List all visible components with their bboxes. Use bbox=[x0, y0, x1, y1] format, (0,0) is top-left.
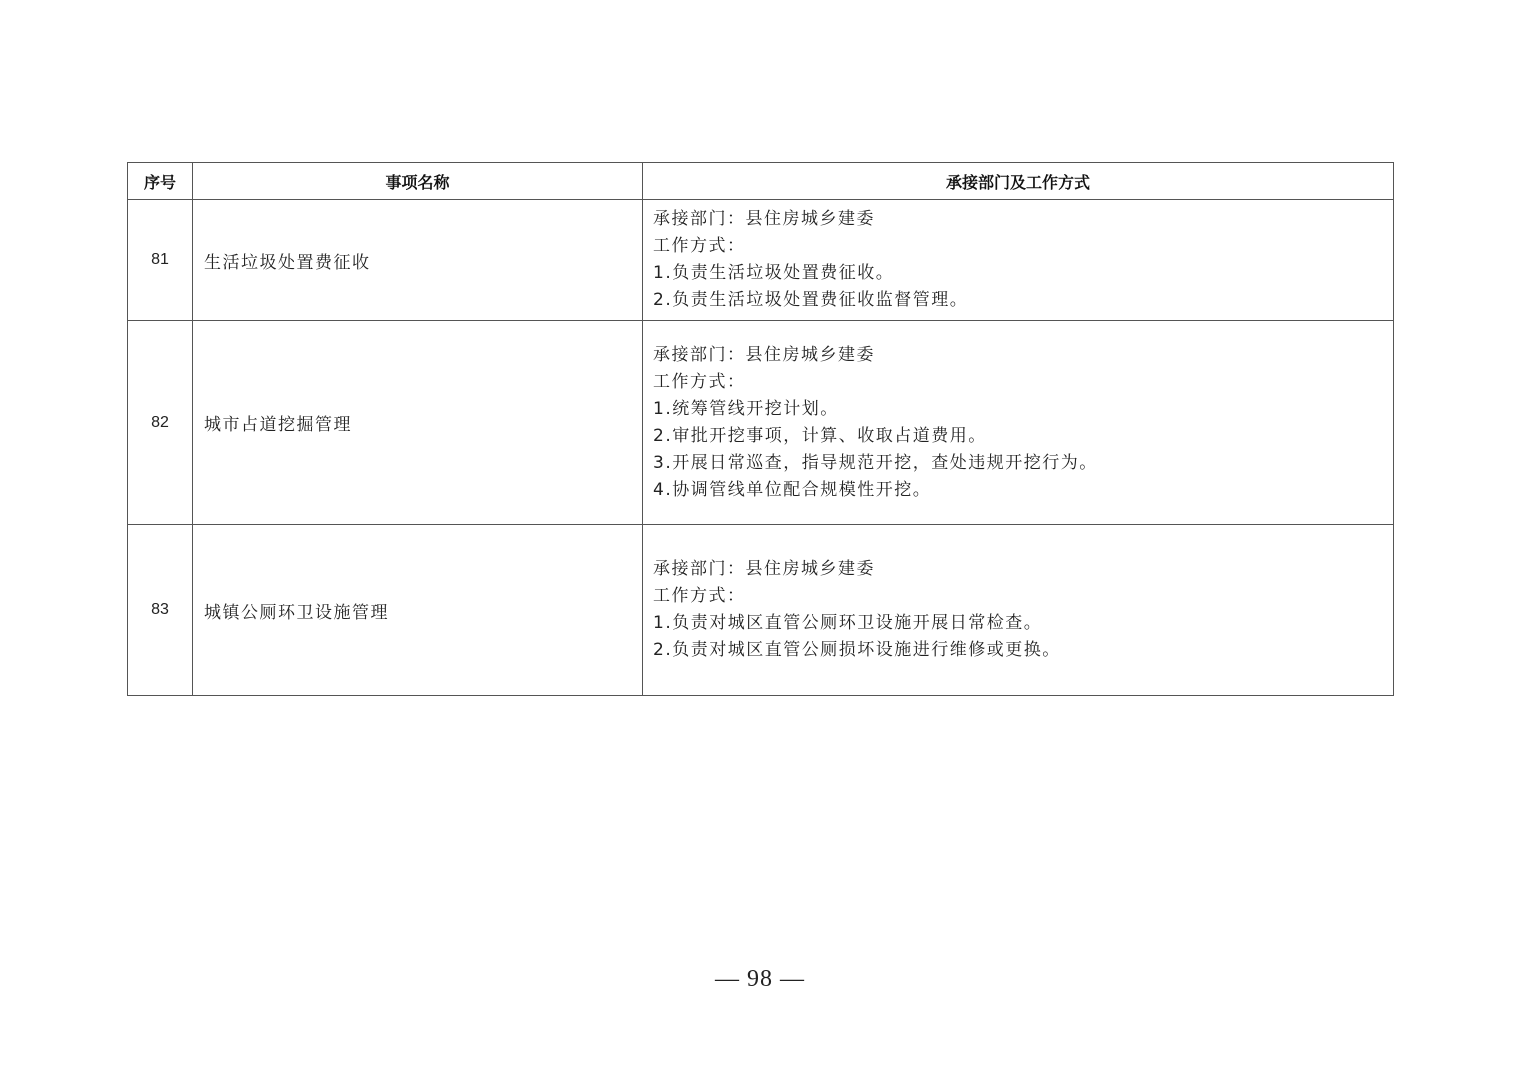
row-item-name: 生活垃圾处置费征收 bbox=[193, 200, 643, 321]
row-dept-cell bbox=[643, 321, 1394, 525]
dept-line: 工作方式： bbox=[653, 371, 746, 392]
items-table bbox=[127, 162, 1394, 696]
header-name: 事项名称 bbox=[193, 163, 643, 200]
dept-line: 承接部门：县住房城乡建委 bbox=[653, 559, 875, 579]
row-dept-cell bbox=[643, 525, 1394, 696]
dept-line: 1.负责对城区直管公厕环卫设施开展日常检查。 bbox=[653, 613, 1043, 633]
dept-line: 工作方式： bbox=[653, 586, 746, 606]
dept-line: 承接部门：县住房城乡建委 bbox=[653, 209, 875, 229]
table-row bbox=[128, 321, 1394, 525]
table-row bbox=[128, 525, 1394, 696]
dept-line: 3.开展日常巡查，指导规范开挖，查处违规开挖行为。 bbox=[653, 452, 1098, 473]
dept-line: 2.负责生活垃圾处置费征收监督管理。 bbox=[653, 290, 969, 310]
row-dept-cell bbox=[643, 200, 1394, 321]
dept-line: 2.负责对城区直管公厕损坏设施进行维修或更换。 bbox=[653, 640, 1061, 660]
header-dept: 承接部门及工作方式 bbox=[643, 163, 1394, 200]
row-seq: 83 bbox=[128, 525, 193, 696]
row-item-name: 城镇公厕环卫设施管理 bbox=[193, 525, 643, 696]
row-item-name: 城市占道挖掘管理 bbox=[193, 321, 643, 525]
row-seq: 82 bbox=[128, 321, 193, 525]
dept-line: 1.负责生活垃圾处置费征收。 bbox=[653, 263, 895, 283]
row-seq: 81 bbox=[128, 200, 193, 321]
dept-line: 4.协调管线单位配合规模性开挖。 bbox=[653, 479, 932, 500]
dept-line: 2.审批开挖事项，计算、收取占道费用。 bbox=[653, 425, 987, 446]
page-number: — 98 — bbox=[715, 966, 805, 992]
dept-line: 1.统筹管线开挖计划。 bbox=[653, 398, 839, 419]
dept-line: 承接部门：县住房城乡建委 bbox=[653, 344, 875, 365]
dept-line: 工作方式： bbox=[653, 236, 746, 256]
table-row bbox=[128, 200, 1394, 321]
header-seq: 序号 bbox=[128, 163, 193, 200]
table-header-row bbox=[128, 163, 1394, 200]
